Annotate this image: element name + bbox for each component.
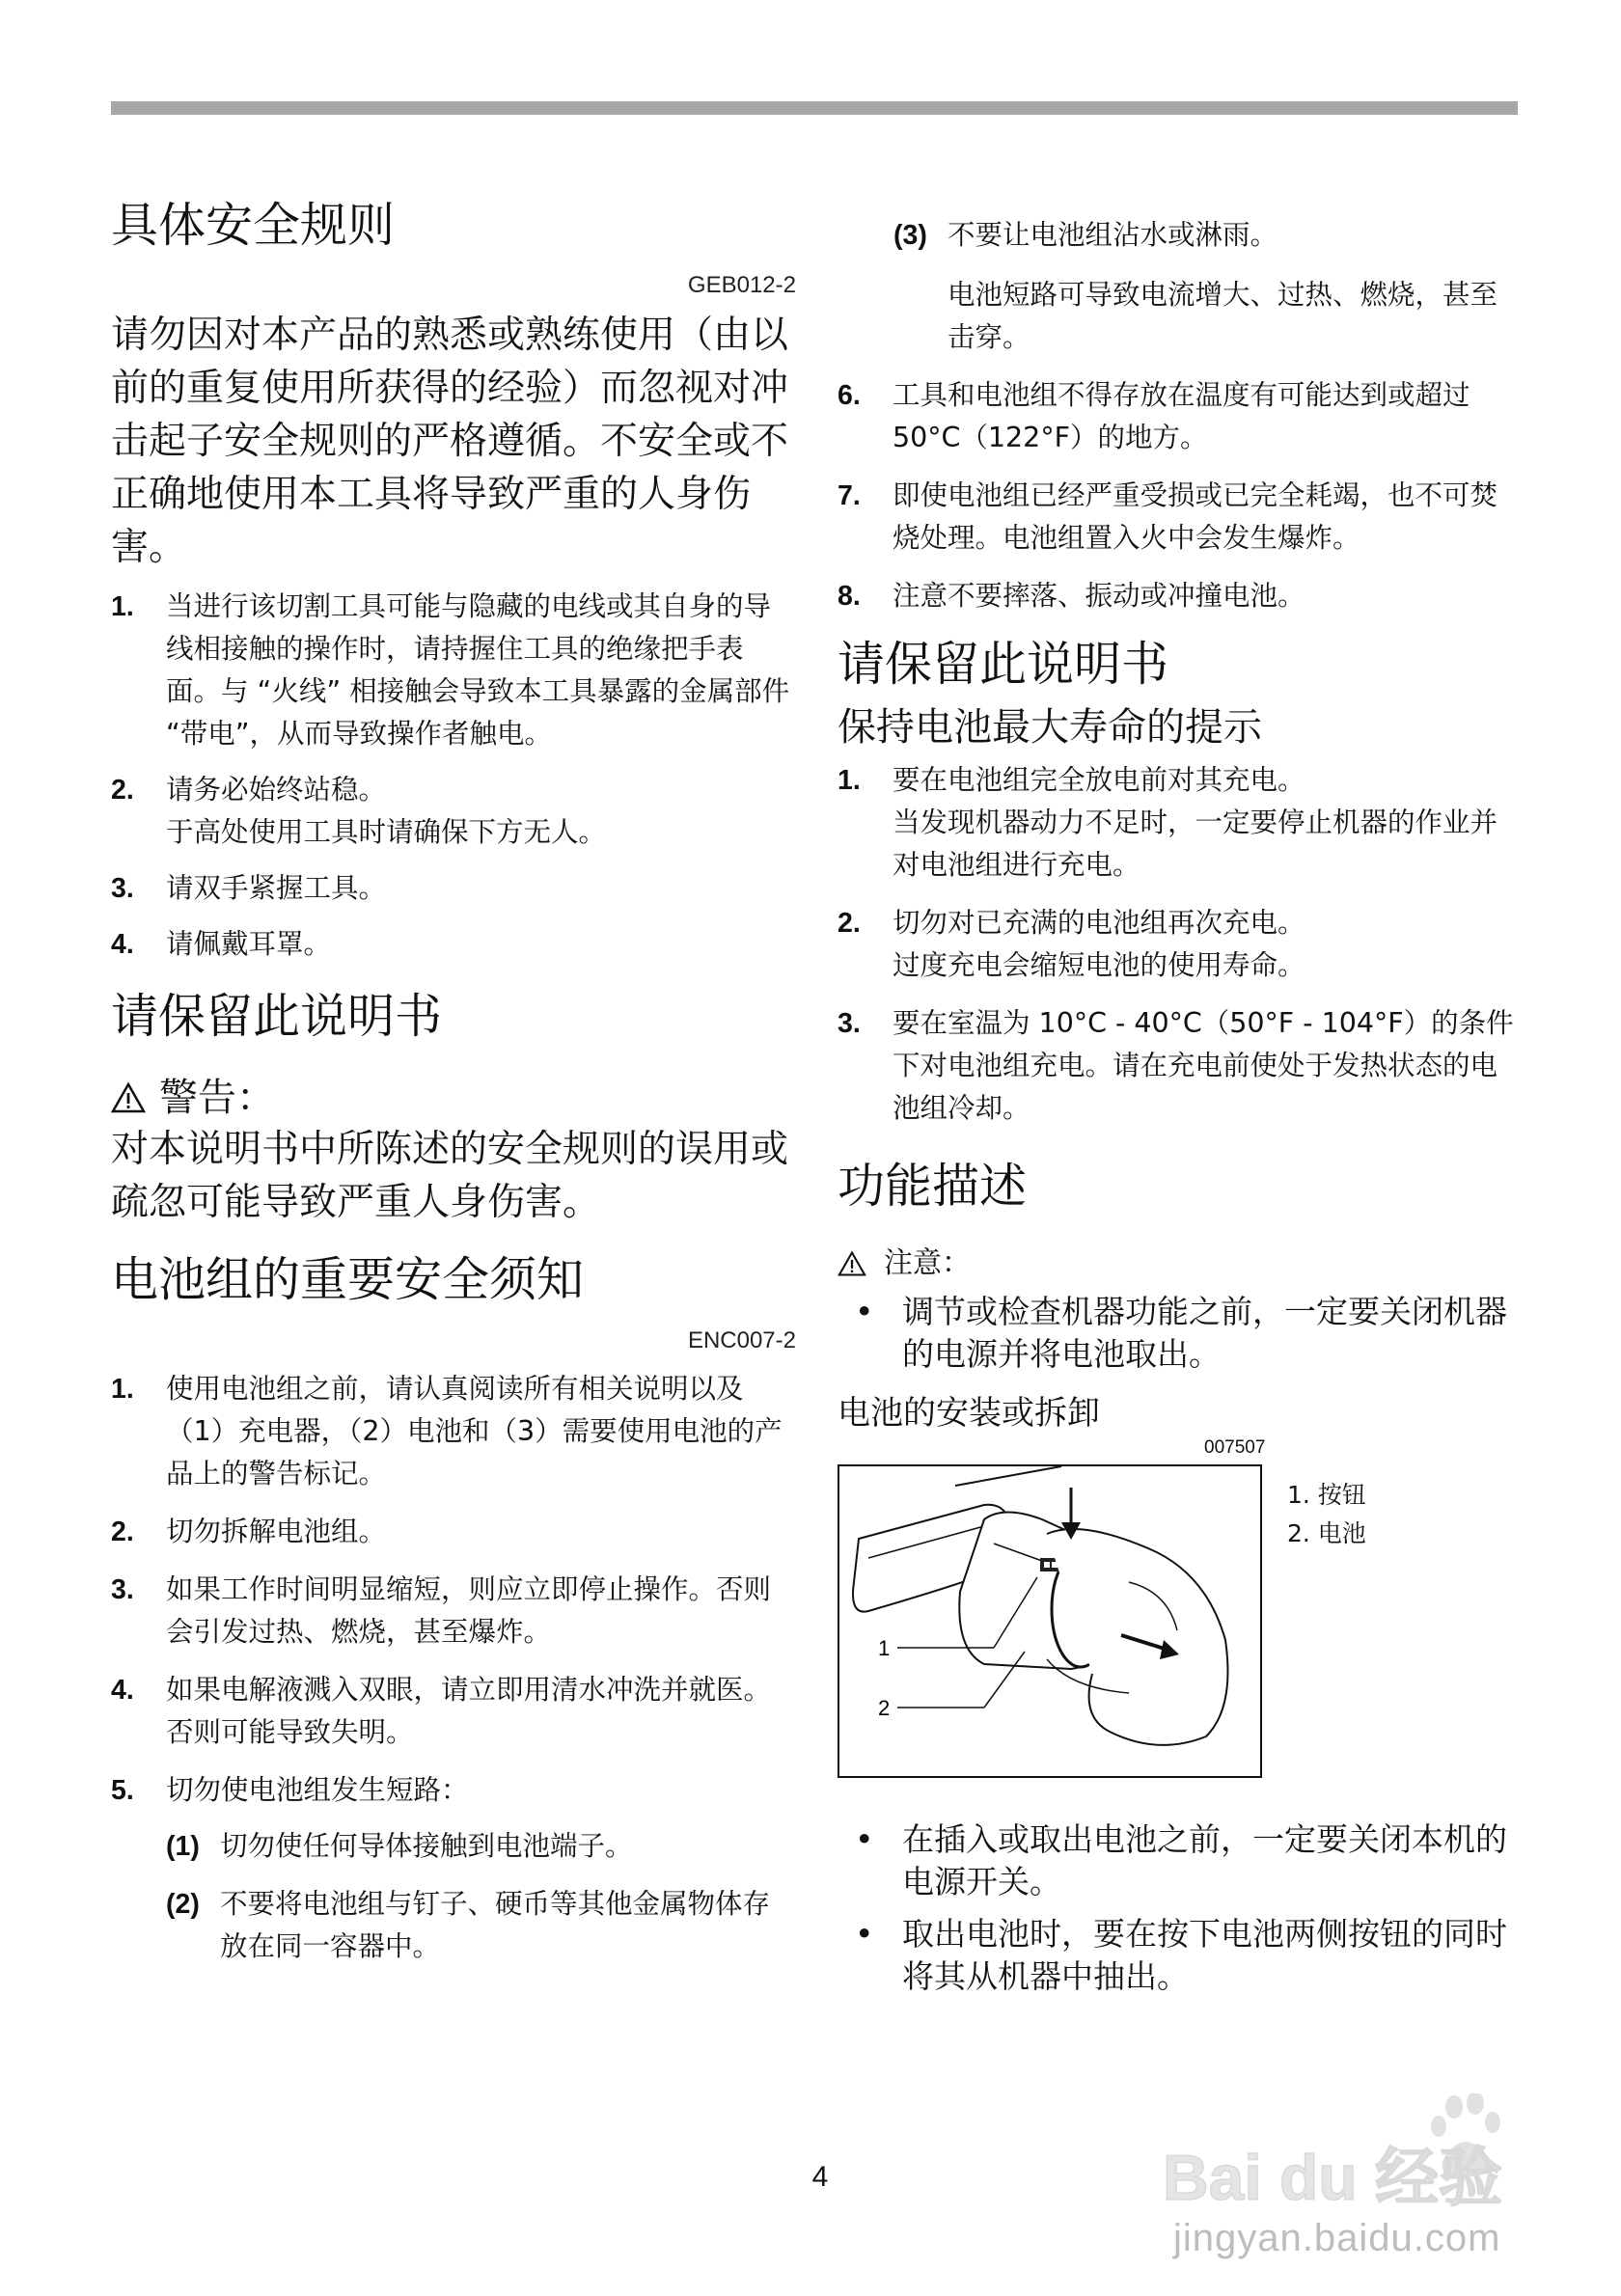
warning-heading (111, 1073, 796, 1123)
battery-safety-list (111, 1368, 796, 1968)
watermark-url: jingyan.baidu.com (1173, 2217, 1501, 2259)
list-item: 3. 如果工作时间明显缩短，则应立即停止操作。否则会引发过热、燃烧，甚至爆炸。 (111, 1573, 772, 1649)
legend-item-button: 1. 按钮 (1287, 1481, 1366, 1510)
list-item: 2. 请务必始终站稳。 于高处使用工具时请确保下方无人。 (111, 773, 607, 848)
caution-bullets (838, 1291, 1518, 1376)
bullet-item: • 取出电池时，要在按下电池两侧按钮的同时将其从机器中抽出。 (855, 1915, 1507, 1996)
list-item: 6. 工具和电池组不得存放在温度有可能达到或超过 50°C（122°F）的地方。 (838, 379, 1470, 453)
list-item: 2. 切勿对已充满的电池组再次充电。 过度充电会缩短电池的使用寿命。 (838, 906, 1305, 981)
short-circuit-sublist (166, 1825, 796, 1968)
callout-1: 1 (878, 1636, 891, 1661)
save-instructions-title: 请保留此说明书 (111, 988, 443, 1044)
battery-tips-list (838, 759, 1518, 1130)
section-code: ENC007-2 (687, 1327, 796, 1354)
battery-removal-illustration (839, 1466, 1260, 1776)
header-rule (111, 101, 1518, 115)
install-bullets (838, 1818, 1518, 1998)
list-item: 3. 请双手紧握工具。 (111, 871, 387, 904)
save-instructions-title: 请保留此说明书 (838, 637, 1169, 692)
list-item: 2. 切勿拆解电池组。 (111, 1516, 387, 1548)
list-item: 1. 当进行该切割工具可能与隐藏的电线或其自身的导线相接触的操作时，请持握住工具的绝缘把手表面。与 “火线” 相接触会导致本工具暴露的金属部件 “带电”，从而导致操作者触电。 (111, 589, 790, 750)
callout-2: 2 (878, 1696, 891, 1721)
caution-heading (838, 1239, 1518, 1289)
battery-tips-title: 保持电池最大寿命的提示 (838, 704, 1262, 750)
watermark-logo-text: Bai du 经验 (1163, 2142, 1503, 2213)
list-item: 4. 如果电解液溅入双眼，请立即用清水冲洗并就医。否则可能导致失明。 (111, 1674, 772, 1749)
warning-text: 对本说明书中所陈述的安全规则的误用或疏忽可能导致严重人身伤害。 (111, 1127, 789, 1224)
figure-legend (1287, 1476, 1366, 1553)
function-description-title: 功能描述 (838, 1158, 1028, 1214)
sublist-item: (1) 切勿使任何导体接触到电池端子。 (166, 1830, 633, 1863)
right-column (838, 214, 1518, 1998)
sublist-item: (3) 不要让电池组沾水或淋雨。 电池短路可导致电流增大、过热、燃烧，甚至击穿。 (893, 219, 1498, 353)
bullet-item: • 调节或检查机器功能之前，一定要关闭机器的电源并将电池取出。 (855, 1292, 1507, 1373)
safety-emphasis-paragraph: 请勿因对本产品的熟悉或熟练使用（由以前的重复使用所获得的经验）而忽视对冲击起子安全规则的严格遵循。不安全或不正确地使用本工具将导致严重的人身伤害。 (111, 313, 789, 569)
list-item: 8. 注意不要摔落、振动或冲撞电池。 (838, 580, 1305, 612)
warning-label: 警告： (159, 1075, 275, 1120)
battery-safety-list-cont (838, 374, 1518, 617)
list-item: 1. 要在电池组完全放电前对其充电。 当发现机器动力不足时，一定要停止机器的作业并对电池组进行充电。 (838, 763, 1498, 881)
list-item: 7. 即使电池组已经严重受损或已完全耗竭，也不可焚烧处理。电池组置入火中会发生爆炸。 (838, 479, 1498, 554)
list-item: 4. 请佩戴耳罩。 (111, 927, 332, 960)
bullet-item: • 在插入或取出电池之前，一定要关闭本机的电源开关。 (855, 1820, 1507, 1901)
battery-illustration (838, 1464, 1262, 1778)
figure-code: 007507 (1204, 1437, 1266, 1459)
short-circuit-sublist-cont (893, 214, 1518, 359)
section-code: GEB012-2 (687, 271, 796, 298)
list-item: 5. 切勿使电池组发生短路： (1) 切勿使任何导体接触到电池端子。 (2) 不要将电池组与钉子、硬币等其他金属物体存放在同一容器中。 (111, 1769, 796, 1968)
battery-figure (838, 1437, 1518, 1778)
caution-triangle-icon (838, 1250, 866, 1277)
section-title-battery-safety: 电池组的重要安全须知 (111, 1251, 585, 1307)
safety-rules-list (111, 586, 796, 966)
caution-label: 注意： (884, 1245, 971, 1280)
warning-triangle-icon (111, 1081, 146, 1114)
section-title-specific-safety: 具体安全规则 (111, 198, 396, 253)
battery-install-title: 电池的安装或拆卸 (838, 1393, 1100, 1433)
sublist-item: (2) 不要将电池组与钉子、硬币等其他金属物体存放在同一容器中。 (166, 1888, 771, 1963)
list-item: 1. 使用电池组之前，请认真阅读所有相关说明以及（1）充电器，（2）电池和（3）需要使用电池的产品上的警告标记。 (111, 1373, 783, 1490)
page-number: 4 (811, 2161, 829, 2193)
list-item: 3. 要在室温为 10°C - 40°C（50°F - 104°F）的条件下对电池组充电。请在充电前使处于发热状态的电池组冷却。 (838, 1006, 1514, 1124)
legend-item-battery: 2. 电池 (1287, 1519, 1366, 1548)
left-column (111, 198, 796, 1968)
